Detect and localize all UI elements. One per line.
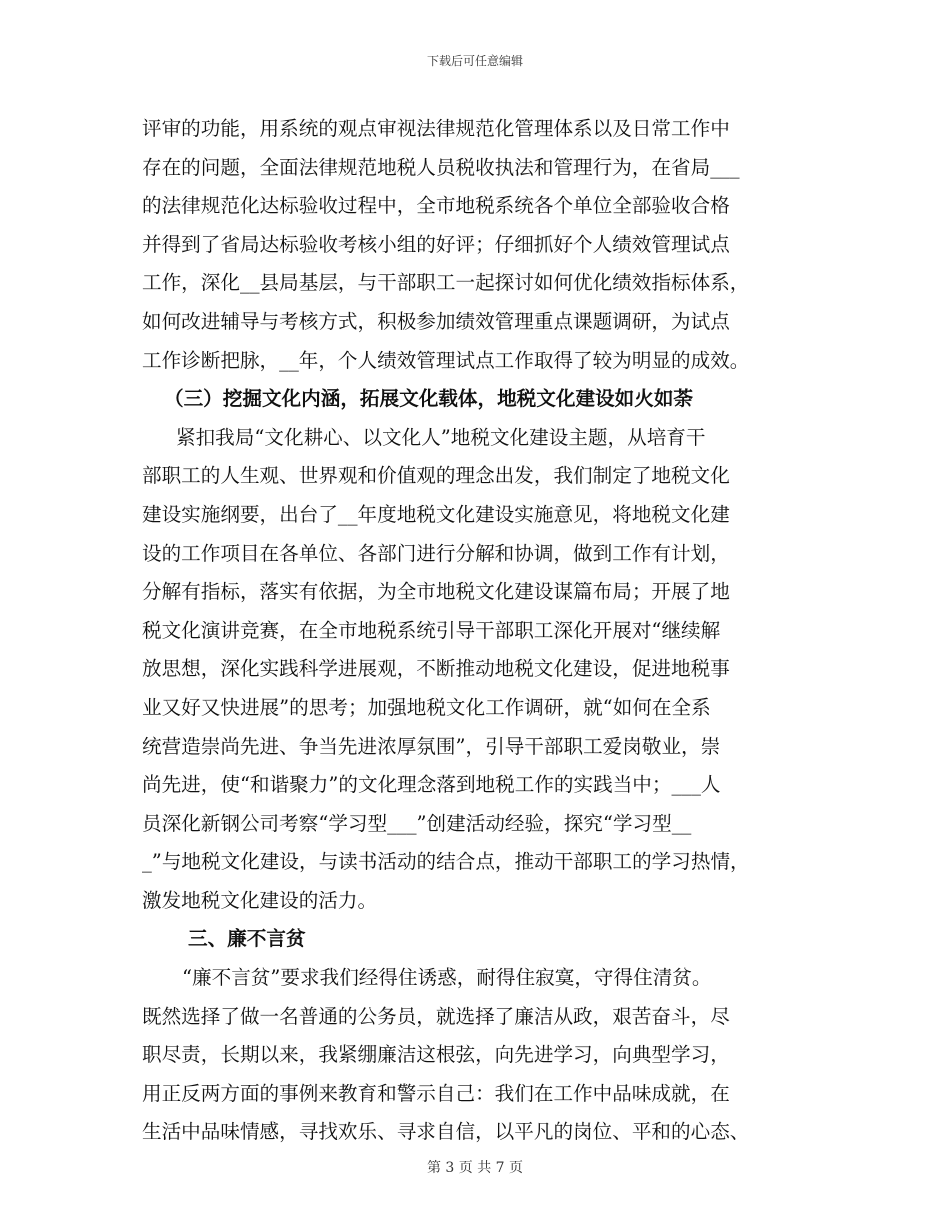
paragraph-line: 紧扣我局“文化耕心、以文化人”地税文化建设主题，从培育干	[176, 425, 706, 449]
paragraph-line: 税文化演讲竞赛，在全市地税系统引导干部职工深化开展对“继续解	[142, 618, 721, 642]
paragraph-line: 用正反两方面的事例来教育和警示自己：我们在工作中品味成就，在	[142, 1081, 730, 1105]
paragraph-line: 生活中品味情感，寻找欢乐、寻求自信，以平凡的岗位、平和的心态、	[142, 1120, 750, 1144]
paragraph-line: _”与地税文化建设，与读书活动的结合点，推动干部职工的学习热情，	[142, 850, 750, 874]
paragraph-line: 工作诊断把脉，__年，个人绩效管理试点工作取得了较为明显的成效。	[142, 348, 750, 372]
paragraph-line: 如何改进辅导与考核方式，积极参加绩效管理重点课题调研，为试点	[142, 309, 730, 333]
paragraph-line: 统营造崇尚先进、争当先进浓厚氛围”，引导干部职工爱岗敬业，崇	[142, 734, 721, 758]
paragraph-line: 存在的问题，全面法律规范地税人员税收执法和管理行为，在省局___	[142, 155, 740, 179]
section-heading: （三）挖掘文化内涵，拓展文化载体，地税文化建设如火如荼	[164, 387, 694, 411]
section-heading: 三、廉不言贫	[188, 927, 306, 951]
paragraph-line: 员深化新钢公司考察“学习型___”创建活动经验，探究“学习型__	[142, 811, 692, 835]
paragraph-line: 的法律规范化达标验收过程中，全市地税系统各个单位全部验收合格	[142, 194, 730, 218]
paragraph-line: “廉不言贫”要求我们经得住诱惑，耐得住寂寞，守得住清贫。	[182, 966, 712, 990]
paragraph-line: 评审的功能，用系统的观点审视法律规范化管理体系以及日常工作中	[142, 117, 730, 140]
paragraph-line: 既然选择了做一名普通的公务员，就选择了廉洁从政，艰苦奋斗，尽	[142, 1004, 730, 1028]
paragraph-line: 尚先进，使“和谐聚力”的文化理念落到地税工作的实践当中；___人	[142, 773, 721, 797]
paragraph-line: 建设实施纲要，出台了__年度地税文化建设实施意见，将地税文化建	[142, 502, 730, 526]
document-body	[142, 110, 822, 1152]
paragraph-line: 工作，深化__县局基层，与干部职工一起探讨如何优化绩效指标体系，	[142, 271, 750, 295]
paragraph-line: 激发地税文化建设的活力。	[142, 888, 378, 912]
paragraph-line: 设的工作项目在各单位、各部门进行分解和协调，做到工作有计划，	[142, 541, 730, 565]
page-footer: 第 3 页 共 7 页	[426, 1160, 524, 1176]
paragraph-line: 部职工的人生观、世界观和价值观的理念出发，我们制定了地税文化	[142, 464, 730, 488]
paragraph-line: 放思想，深化实践科学进展观，不断推动地税文化建设，促进地税事	[142, 657, 730, 681]
page-header: 下载后可任意编辑	[426, 54, 523, 68]
paragraph-line: 业又好又快进展”的思考；加强地税文化工作调研，就“如何在全系	[142, 695, 711, 719]
paragraph-line: 分解有指标，落实有依据，为全市地税文化建设谋篇布局；开展了地	[142, 580, 730, 604]
paragraph-line: 职尽责，长期以来，我紧绷廉洁这根弦，向先进学习，向典型学习，	[142, 1043, 730, 1067]
paragraph-line: 并得到了省局达标验收考核小组的好评；仔细抓好个人绩效管理试点	[142, 232, 730, 256]
